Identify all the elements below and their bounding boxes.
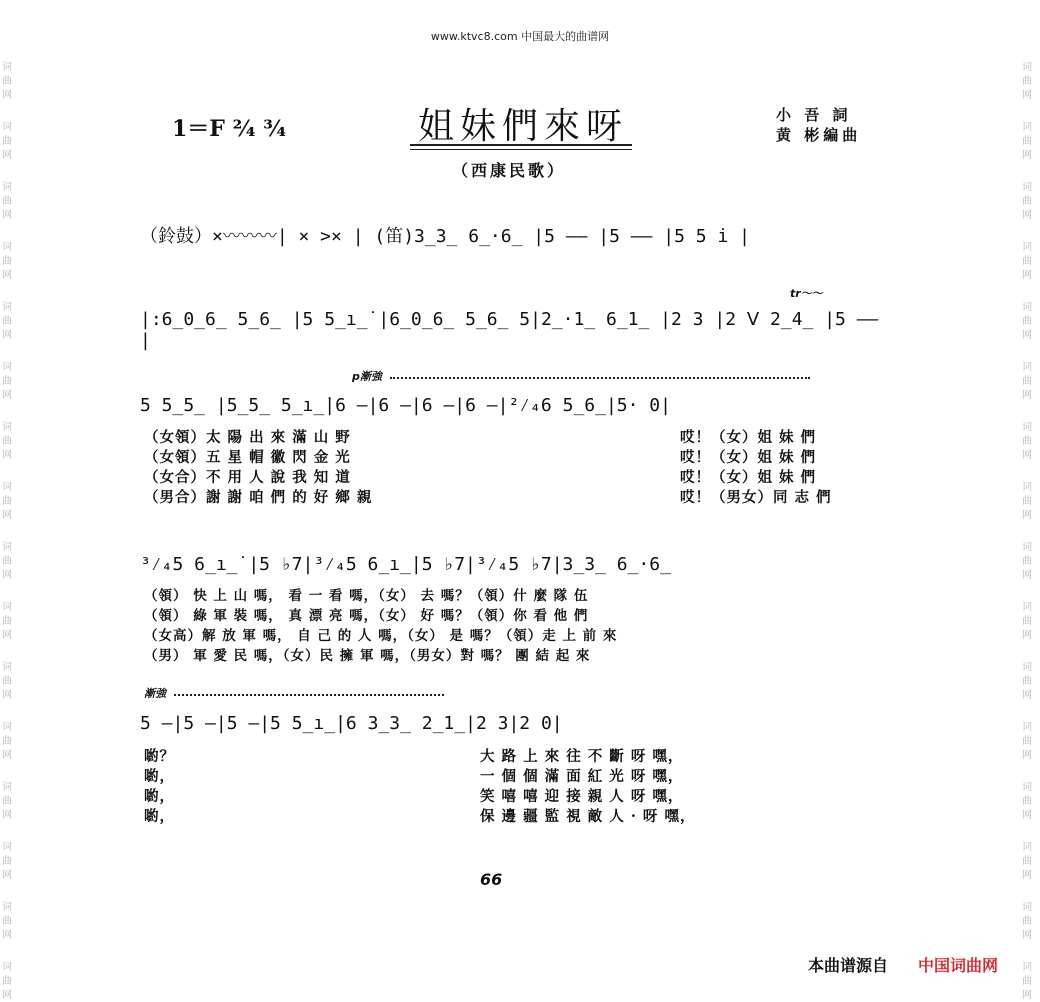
trill-mark: tr～～ xyxy=(790,287,823,300)
left-watermark xyxy=(2,0,16,1001)
watermark-char: 词 xyxy=(2,302,12,313)
watermark-char: 曲 xyxy=(1022,376,1032,387)
staff-3-lyric-4: （男合）謝 謝 咱 們 的 好 鄉 親 xyxy=(144,489,373,506)
watermark-char: 词 xyxy=(2,62,12,73)
watermark-char: 词 xyxy=(1022,182,1032,193)
watermark-char: 词 xyxy=(1022,782,1032,793)
footer-source-label: 本曲谱源自 xyxy=(808,956,889,975)
watermark-char: 网 xyxy=(1022,150,1032,161)
watermark-char: 词 xyxy=(1022,62,1032,73)
watermark-char: 曲 xyxy=(1022,136,1032,147)
watermark-char: 曲 xyxy=(2,556,12,567)
staff-3-lyric-3: （女合）不 用 人 說 我 知 道 xyxy=(144,469,351,486)
watermark-char: 词 xyxy=(2,782,12,793)
watermark-char: 曲 xyxy=(1022,736,1032,747)
staff-4-lyric-3: （女高）解 放 軍 嗎， 自 己 的 人 嗎，（女） 是 嗎？（領）走 上 前 來 xyxy=(144,628,618,644)
watermark-char: 网 xyxy=(1022,810,1032,821)
watermark-char: 曲 xyxy=(1022,976,1032,987)
staff-5-lyric-left-3: 喲， xyxy=(144,788,175,805)
staff-3-lyric-2-end: 哎！（女）姐 妹 們 xyxy=(680,449,817,466)
staff-2 xyxy=(140,285,895,351)
watermark-char: 网 xyxy=(1022,390,1032,401)
watermark-char: 词 xyxy=(2,602,12,613)
staff-3 xyxy=(140,368,895,508)
watermark-char: 词 xyxy=(2,902,12,913)
watermark-char: 网 xyxy=(2,450,12,461)
site-header[interactable]: www.ktvc8.com 中国最大的曲谱网 xyxy=(430,30,610,43)
watermark-char: 词 xyxy=(1022,722,1032,733)
watermark-char: 网 xyxy=(1022,690,1032,701)
staff-3-lyric-3-end: 哎！（女）姐 妹 們 xyxy=(680,469,817,486)
crescendo-line-1 xyxy=(390,377,810,379)
watermark-char: 词 xyxy=(1022,962,1032,973)
watermark-char: 网 xyxy=(2,210,12,221)
watermark-char: 词 xyxy=(2,422,12,433)
watermark-char: 网 xyxy=(1022,90,1032,101)
watermark-char: 网 xyxy=(2,150,12,161)
watermark-char: 曲 xyxy=(2,496,12,507)
watermark-char: 网 xyxy=(2,930,12,941)
staff-3-notes: 5 5̲5̲ |5̲5̲ 5̲i̲̇|6 —|6 —|6 —|6 —|²⁄₄6 5̲6̲|5· 0| xyxy=(140,395,671,416)
watermark-char: 网 xyxy=(2,870,12,881)
right-watermark xyxy=(1022,0,1036,1001)
watermark-char: 词 xyxy=(1022,122,1032,133)
watermark-char: 词 xyxy=(1022,482,1032,493)
watermark-char: 曲 xyxy=(1022,436,1032,447)
watermark-char: 词 xyxy=(2,482,12,493)
watermark-char: 词 xyxy=(1022,662,1032,673)
page-number: 66 xyxy=(480,870,503,889)
watermark-char: 网 xyxy=(1022,570,1032,581)
watermark-char: 曲 xyxy=(2,316,12,327)
staff-5-lyric-1: 大 路 上 來 往 不 斷 呀 嘿， xyxy=(480,748,684,765)
watermark-char: 曲 xyxy=(2,436,12,447)
watermark-char: 词 xyxy=(1022,602,1032,613)
watermark-char: 词 xyxy=(2,542,12,553)
watermark-char: 曲 xyxy=(2,736,12,747)
watermark-char: 词 xyxy=(1022,842,1032,853)
staff-5-lyric-left-2: 喲， xyxy=(144,768,175,785)
staff-1-notes: （鈴鼓）×〰〰〰| × >× | (笛)3̲3̲ 6̲·6̲ |5 —— |5 —— |5 5 i̇ | xyxy=(140,226,750,247)
watermark-char: 词 xyxy=(1022,542,1032,553)
staff-3-lyric-4-end: 哎！（男女）同 志 們 xyxy=(680,489,832,506)
watermark-char: 曲 xyxy=(1022,796,1032,807)
watermark-char: 词 xyxy=(1022,422,1032,433)
watermark-char: 网 xyxy=(1022,510,1032,521)
watermark-char: 曲 xyxy=(1022,616,1032,627)
lyricist-credit: 小 吾 詞 xyxy=(776,106,852,124)
watermark-char: 词 xyxy=(2,182,12,193)
watermark-char: 曲 xyxy=(1022,76,1032,87)
watermark-char: 词 xyxy=(1022,362,1032,373)
staff-5-lyric-4: 保 邊 疆 監 視 敵 人 · 呀 嘿， xyxy=(480,808,696,825)
watermark-char: 网 xyxy=(2,990,12,1001)
dynamic-crescendo-1: p漸強 xyxy=(352,370,382,383)
watermark-char: 曲 xyxy=(1022,256,1032,267)
crescendo-line-2 xyxy=(174,694,444,696)
watermark-char: 网 xyxy=(2,390,12,401)
staff-5-lyric-left-4: 喲， xyxy=(144,808,175,825)
staff-3-lyric-1-end: 哎！（女）姐 妹 們 xyxy=(680,429,817,446)
watermark-char: 词 xyxy=(1022,902,1032,913)
watermark-char: 网 xyxy=(1022,630,1032,641)
watermark-char: 词 xyxy=(2,722,12,733)
song-title: 姐妹們來呀 xyxy=(418,106,629,147)
watermark-char: 曲 xyxy=(1022,676,1032,687)
watermark-char: 网 xyxy=(1022,270,1032,281)
staff-4-notes: ³⁄₄5 6̲i̲̇ |5 ♭7|³⁄₄5 6̲i̲̇|5 ♭7|³⁄₄5 ♭7|3̲3̲ 6̲·6̲ xyxy=(140,554,671,575)
watermark-char: 曲 xyxy=(2,136,12,147)
watermark-char: 词 xyxy=(2,842,12,853)
watermark-char: 曲 xyxy=(2,676,12,687)
watermark-char: 网 xyxy=(2,510,12,521)
footer-site-link[interactable]: 中国词曲网 xyxy=(918,956,999,975)
watermark-char: 曲 xyxy=(2,76,12,87)
watermark-char: 曲 xyxy=(2,976,12,987)
watermark-char: 曲 xyxy=(2,616,12,627)
watermark-char: 词 xyxy=(2,362,12,373)
watermark-char: 网 xyxy=(1022,750,1032,761)
watermark-char: 网 xyxy=(1022,210,1032,221)
staff-4-lyric-1: （領） 快 上 山 嗎， 看 一 看 嗎，（女） 去 嗎？（領）什 麼 隊 伍 xyxy=(144,588,589,604)
watermark-char: 词 xyxy=(2,962,12,973)
staff-3-lyric-1: （女領）太 陽 出 來 滿 山 野 xyxy=(144,429,351,446)
watermark-char: 曲 xyxy=(1022,916,1032,927)
watermark-char: 网 xyxy=(2,570,12,581)
watermark-char: 曲 xyxy=(1022,496,1032,507)
staff-1 xyxy=(140,222,895,252)
watermark-char: 曲 xyxy=(2,376,12,387)
staff-3-lyric-2: （女領）五 星 帽 徽 閃 金 光 xyxy=(144,449,351,466)
watermark-char: 曲 xyxy=(2,856,12,867)
watermark-char: 网 xyxy=(1022,330,1032,341)
watermark-char: 网 xyxy=(2,330,12,341)
song-subtitle: （西康民歌） xyxy=(452,161,567,180)
watermark-char: 曲 xyxy=(2,196,12,207)
watermark-char: 曲 xyxy=(1022,196,1032,207)
watermark-char: 网 xyxy=(2,90,12,101)
watermark-char: 曲 xyxy=(1022,316,1032,327)
watermark-char: 曲 xyxy=(2,796,12,807)
watermark-char: 网 xyxy=(2,270,12,281)
watermark-char: 网 xyxy=(1022,450,1032,461)
watermark-char: 网 xyxy=(2,690,12,701)
key-signature: 1＝F ²⁄₄ ³⁄₄ xyxy=(172,116,287,142)
watermark-char: 词 xyxy=(2,662,12,673)
staff-4-lyric-2: （領） 綠 軍 裝 嗎， 真 漂 亮 嗎，（女） 好 嗎？（領）你 看 他 們 xyxy=(144,608,589,624)
composer-credit: 黄 彬編曲 xyxy=(776,126,862,144)
watermark-char: 网 xyxy=(1022,870,1032,881)
watermark-char: 网 xyxy=(2,810,12,821)
dynamic-crescendo-2: 漸強 xyxy=(144,687,166,700)
staff-5-lyric-left-1: 喲？ xyxy=(144,748,175,765)
watermark-char: 词 xyxy=(1022,242,1032,253)
staff-5-notes: 5 —|5 —|5 —|5 5̲i̲̇|6 3̲3̲ 2̲1̲|2 3|2 0| xyxy=(140,713,563,734)
watermark-char: 曲 xyxy=(2,916,12,927)
staff-2-notes: |:6̲0̲6̲ 5̲6̲ |5 5̲i̲̇ |6̲0̲6̲ 5̲6̲ 5|2̲·1̲ 6̲1̲ |2 3 |2 ᐯ 2̲4̲ |5 —— | xyxy=(140,309,879,351)
title-underline xyxy=(410,144,632,150)
watermark-char: 词 xyxy=(2,242,12,253)
staff-5-lyric-3: 笑 嘻 嘻 迎 接 親 人 呀 嘿， xyxy=(480,788,684,805)
watermark-char: 网 xyxy=(2,750,12,761)
staff-5-lyric-2: 一 個 個 滿 面 紅 光 呀 嘿， xyxy=(480,768,684,785)
staff-4 xyxy=(140,540,895,670)
watermark-char: 网 xyxy=(2,630,12,641)
watermark-char: 网 xyxy=(1022,930,1032,941)
staff-4-lyric-4: （男） 軍 愛 民 嗎，（女）民 擁 軍 嗎，（男女）對 嗎？ 團 結 起 來 xyxy=(144,648,591,664)
staff-5 xyxy=(140,685,895,825)
watermark-char: 词 xyxy=(2,122,12,133)
watermark-char: 网 xyxy=(1022,990,1032,1001)
watermark-char: 曲 xyxy=(1022,556,1032,567)
watermark-char: 曲 xyxy=(1022,856,1032,867)
watermark-char: 曲 xyxy=(2,256,12,267)
watermark-char: 词 xyxy=(1022,302,1032,313)
